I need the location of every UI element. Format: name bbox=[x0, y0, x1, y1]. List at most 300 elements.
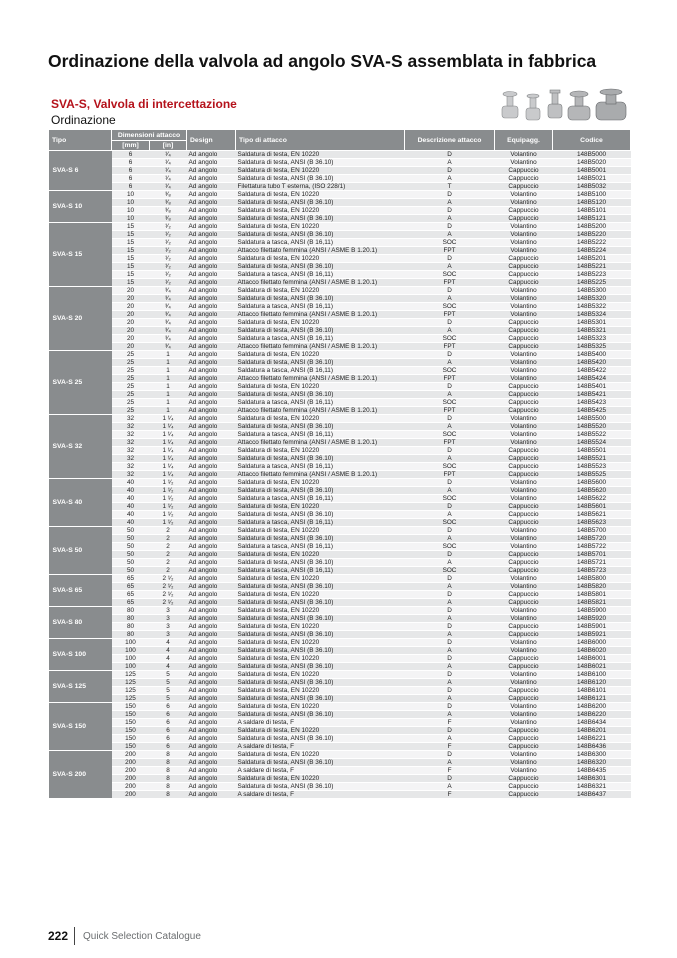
cell-in: ¹⁄₂ bbox=[150, 279, 187, 287]
cell-tipo-attacco: Saldatura di testa, EN 10220 bbox=[236, 287, 405, 295]
cell-design: Ad angolo bbox=[187, 495, 236, 503]
cell-in: 2 bbox=[150, 527, 187, 535]
cell-tipo-attacco: Saldatura di testa, ANSI (B 36.10) bbox=[236, 487, 405, 495]
cell-tipo-attacco: Saldatura di testa, EN 10220 bbox=[236, 687, 405, 695]
cell-descrizione: SOC bbox=[405, 567, 495, 575]
cell-equipaggiamento: Cappuccio bbox=[495, 399, 553, 407]
cell-in: ¹⁄₂ bbox=[150, 263, 187, 271]
cell-codice: 148B5000 bbox=[553, 151, 631, 159]
table-row bbox=[49, 295, 631, 303]
table-row bbox=[49, 431, 631, 439]
table-row bbox=[49, 583, 631, 591]
cell-descrizione: D bbox=[405, 527, 495, 535]
cell-mm: 15 bbox=[112, 247, 150, 255]
page-title: Ordinazione della valvola ad angolo SVA-S assemblata in fabbrica bbox=[48, 51, 597, 71]
table-row bbox=[49, 279, 631, 287]
cell-descrizione: D bbox=[405, 671, 495, 679]
cell-in: ³⁄₄ bbox=[150, 343, 187, 351]
cell-design: Ad angolo bbox=[187, 591, 236, 599]
cell-mm: 80 bbox=[112, 623, 150, 631]
cell-mm: 80 bbox=[112, 631, 150, 639]
cell-codice: 148B5422 bbox=[553, 367, 631, 375]
cell-design: Ad angolo bbox=[187, 239, 236, 247]
cell-codice: 148B5622 bbox=[553, 495, 631, 503]
cell-codice: 148B6120 bbox=[553, 679, 631, 687]
cell-equipaggiamento: Cappuccio bbox=[495, 791, 553, 799]
cell-codice: 148B5521 bbox=[553, 455, 631, 463]
cell-equipaggiamento: Cappuccio bbox=[495, 655, 553, 663]
cell-codice: 148B5621 bbox=[553, 511, 631, 519]
cell-in: ³⁄₈ bbox=[150, 207, 187, 215]
cell-equipaggiamento: Volantino bbox=[495, 711, 553, 719]
table-row bbox=[49, 543, 631, 551]
cell-in: 1 bbox=[150, 367, 187, 375]
cell-descrizione: A bbox=[405, 487, 495, 495]
cell-codice: 148B5323 bbox=[553, 335, 631, 343]
cell-design: Ad angolo bbox=[187, 367, 236, 375]
table-row bbox=[49, 623, 631, 631]
cell-mm: 40 bbox=[112, 519, 150, 527]
table-row bbox=[49, 343, 631, 351]
cell-mm: 15 bbox=[112, 271, 150, 279]
cell-descrizione: F bbox=[405, 743, 495, 751]
cell-descrizione: D bbox=[405, 207, 495, 215]
cell-tipo-attacco: Saldatura di testa, EN 10220 bbox=[236, 503, 405, 511]
cell-mm: 32 bbox=[112, 423, 150, 431]
cell-tipo-attacco: Saldatura di testa, EN 10220 bbox=[236, 415, 405, 423]
ordering-table bbox=[48, 129, 631, 799]
cell-descrizione: A bbox=[405, 199, 495, 207]
cell-mm: 150 bbox=[112, 743, 150, 751]
cell-descrizione: F bbox=[405, 791, 495, 799]
cell-codice: 148B5021 bbox=[553, 175, 631, 183]
cell-tipo-attacco: Saldatura di testa, ANSI (B 36.10) bbox=[236, 359, 405, 367]
cell-in: ¹⁄₂ bbox=[150, 247, 187, 255]
cell-equipaggiamento: Volantino bbox=[495, 303, 553, 311]
cell-descrizione: D bbox=[405, 287, 495, 295]
table-row bbox=[49, 671, 631, 679]
cell-descrizione: D bbox=[405, 447, 495, 455]
cell-codice: 148B6201 bbox=[553, 727, 631, 735]
cell-tipo-attacco: Saldatura di testa, EN 10220 bbox=[236, 703, 405, 711]
cell-design: Ad angolo bbox=[187, 599, 236, 607]
cell-equipaggiamento: Volantino bbox=[495, 479, 553, 487]
cell-equipaggiamento: Cappuccio bbox=[495, 175, 553, 183]
cell-in: 2 bbox=[150, 551, 187, 559]
cell-descrizione: F bbox=[405, 767, 495, 775]
cell-tipo-attacco: Saldatura di testa, ANSI (B 36.10) bbox=[236, 423, 405, 431]
cell-tipo-attacco: Saldatura di testa, ANSI (B 36.10) bbox=[236, 327, 405, 335]
cell-descrizione: D bbox=[405, 503, 495, 511]
cell-design: Ad angolo bbox=[187, 279, 236, 287]
cell-equipaggiamento: Volantino bbox=[495, 359, 553, 367]
cell-tipo-attacco: Saldatura di testa, ANSI (B 36.10) bbox=[236, 759, 405, 767]
cell-tipo-attacco: Saldatura di testa, EN 10220 bbox=[236, 727, 405, 735]
cell-equipaggiamento: Cappuccio bbox=[495, 775, 553, 783]
table-row bbox=[49, 559, 631, 567]
cell-mm: 25 bbox=[112, 383, 150, 391]
cell-descrizione: FPT bbox=[405, 407, 495, 415]
cell-mm: 50 bbox=[112, 527, 150, 535]
cell-in: ³⁄₄ bbox=[150, 335, 187, 343]
cell-in: 6 bbox=[150, 735, 187, 743]
table-row bbox=[49, 375, 631, 383]
cell-in: ³⁄₈ bbox=[150, 215, 187, 223]
cell-codice: 148B6221 bbox=[553, 735, 631, 743]
cell-descrizione: FPT bbox=[405, 311, 495, 319]
cell-tipo-attacco: Saldatura a tasca, ANSI (B 16,11) bbox=[236, 399, 405, 407]
cell-tipo-attacco: Filettatura tubo T esterna, (ISO 228/1) bbox=[236, 183, 405, 191]
cell-tipo-attacco: Saldatura di testa, ANSI (B 36.10) bbox=[236, 455, 405, 463]
cell-equipaggiamento: Volantino bbox=[495, 607, 553, 615]
cell-codice: 148B5421 bbox=[553, 391, 631, 399]
cell-descrizione: A bbox=[405, 455, 495, 463]
cell-codice: 148B5821 bbox=[553, 599, 631, 607]
cell-equipaggiamento: Volantino bbox=[495, 191, 553, 199]
group-name: SVA-S 65 bbox=[49, 575, 112, 607]
cell-tipo-attacco: Saldatura di testa, EN 10220 bbox=[236, 319, 405, 327]
table-row bbox=[49, 751, 631, 759]
cell-equipaggiamento: Volantino bbox=[495, 239, 553, 247]
cell-in: 4 bbox=[150, 639, 187, 647]
cell-in: 6 bbox=[150, 703, 187, 711]
cell-in: ³⁄₄ bbox=[150, 303, 187, 311]
cell-design: Ad angolo bbox=[187, 631, 236, 639]
table-row bbox=[49, 303, 631, 311]
cell-design: Ad angolo bbox=[187, 567, 236, 575]
table-row bbox=[49, 471, 631, 479]
cell-design: Ad angolo bbox=[187, 343, 236, 351]
cell-codice: 148B5722 bbox=[553, 543, 631, 551]
cell-mm: 32 bbox=[112, 415, 150, 423]
cell-in: ³⁄₄ bbox=[150, 319, 187, 327]
cell-codice: 148B5121 bbox=[553, 215, 631, 223]
cell-in: 1 ¹⁄₂ bbox=[150, 479, 187, 487]
cell-codice: 148B5623 bbox=[553, 519, 631, 527]
cell-descrizione: FPT bbox=[405, 343, 495, 351]
cell-tipo-attacco: Saldatura di testa, ANSI (B 36.10) bbox=[236, 663, 405, 671]
cell-in: ¹⁄₂ bbox=[150, 271, 187, 279]
cell-equipaggiamento: Volantino bbox=[495, 439, 553, 447]
cell-mm: 6 bbox=[112, 159, 150, 167]
cell-equipaggiamento: Volantino bbox=[495, 351, 553, 359]
cell-codice: 148B5820 bbox=[553, 583, 631, 591]
cell-tipo-attacco: Saldatura di testa, ANSI (B 36.10) bbox=[236, 647, 405, 655]
cell-codice: 148B5225 bbox=[553, 279, 631, 287]
cell-descrizione: A bbox=[405, 511, 495, 519]
cell-descrizione: D bbox=[405, 623, 495, 631]
cell-mm: 40 bbox=[112, 495, 150, 503]
valve-icon bbox=[548, 90, 562, 118]
cell-descrizione: A bbox=[405, 647, 495, 655]
cell-tipo-attacco: Saldatura di testa, ANSI (B 36.10) bbox=[236, 199, 405, 207]
cell-mm: 32 bbox=[112, 463, 150, 471]
table-row bbox=[49, 503, 631, 511]
cell-in: ¹⁄₄ bbox=[150, 183, 187, 191]
cell-equipaggiamento: Cappuccio bbox=[495, 567, 553, 575]
cell-in: 6 bbox=[150, 719, 187, 727]
cell-design: Ad angolo bbox=[187, 151, 236, 159]
cell-equipaggiamento: Cappuccio bbox=[495, 519, 553, 527]
cell-design: Ad angolo bbox=[187, 719, 236, 727]
cell-descrizione: A bbox=[405, 663, 495, 671]
cell-in: ¹⁄₂ bbox=[150, 223, 187, 231]
cell-descrizione: D bbox=[405, 479, 495, 487]
cell-mm: 100 bbox=[112, 647, 150, 655]
cell-equipaggiamento: Cappuccio bbox=[495, 335, 553, 343]
cell-mm: 15 bbox=[112, 239, 150, 247]
cell-design: Ad angolo bbox=[187, 703, 236, 711]
cell-tipo-attacco: Attacco filettato femmina (ANSI / ASME B 1.20.1) bbox=[236, 439, 405, 447]
table-row bbox=[49, 199, 631, 207]
cell-descrizione: SOC bbox=[405, 367, 495, 375]
cell-descrizione: D bbox=[405, 727, 495, 735]
cell-design: Ad angolo bbox=[187, 671, 236, 679]
cell-descrizione: D bbox=[405, 703, 495, 711]
cell-equipaggiamento: Cappuccio bbox=[495, 511, 553, 519]
cell-design: Ad angolo bbox=[187, 583, 236, 591]
cell-tipo-attacco: Saldatura di testa, ANSI (B 36.10) bbox=[236, 263, 405, 271]
cell-equipaggiamento: Volantino bbox=[495, 159, 553, 167]
cell-codice: 148B5120 bbox=[553, 199, 631, 207]
cell-mm: 65 bbox=[112, 575, 150, 583]
cell-equipaggiamento: Volantino bbox=[495, 615, 553, 623]
cell-descrizione: SOC bbox=[405, 399, 495, 407]
cell-descrizione: D bbox=[405, 575, 495, 583]
table-row bbox=[49, 447, 631, 455]
cell-descrizione: SOC bbox=[405, 543, 495, 551]
cell-mm: 125 bbox=[112, 679, 150, 687]
cell-design: Ad angolo bbox=[187, 791, 236, 799]
cell-codice: 148B5901 bbox=[553, 623, 631, 631]
table-row bbox=[49, 455, 631, 463]
cell-descrizione: SOC bbox=[405, 519, 495, 527]
cell-in: 2 bbox=[150, 567, 187, 575]
footer bbox=[48, 926, 201, 946]
cell-in: ¹⁄₂ bbox=[150, 255, 187, 263]
cell-descrizione: A bbox=[405, 631, 495, 639]
cell-equipaggiamento: Volantino bbox=[495, 639, 553, 647]
table-row bbox=[49, 599, 631, 607]
cell-codice: 148B5720 bbox=[553, 535, 631, 543]
cell-descrizione: A bbox=[405, 759, 495, 767]
cell-in: ³⁄₄ bbox=[150, 327, 187, 335]
cell-design: Ad angolo bbox=[187, 319, 236, 327]
group-name: SVA-S 6 bbox=[49, 151, 112, 191]
cell-mm: 20 bbox=[112, 287, 150, 295]
cell-codice: 148B6435 bbox=[553, 767, 631, 775]
cell-equipaggiamento: Cappuccio bbox=[495, 279, 553, 287]
cell-tipo-attacco: Saldatura di testa, ANSI (B 36.10) bbox=[236, 711, 405, 719]
cell-design: Ad angolo bbox=[187, 511, 236, 519]
cell-in: 2 bbox=[150, 559, 187, 567]
cell-in: ³⁄₄ bbox=[150, 295, 187, 303]
cell-design: Ad angolo bbox=[187, 191, 236, 199]
valve-icon bbox=[502, 92, 518, 119]
table-row bbox=[49, 567, 631, 575]
cell-tipo-attacco: Saldatura a tasca, ANSI (B 16,11) bbox=[236, 519, 405, 527]
cell-mm: 15 bbox=[112, 263, 150, 271]
cell-mm: 25 bbox=[112, 399, 150, 407]
cell-in: 5 bbox=[150, 671, 187, 679]
cell-mm: 20 bbox=[112, 295, 150, 303]
cell-design: Ad angolo bbox=[187, 351, 236, 359]
cell-descrizione: D bbox=[405, 223, 495, 231]
cell-descrizione: A bbox=[405, 783, 495, 791]
cell-mm: 32 bbox=[112, 447, 150, 455]
cell-descrizione: A bbox=[405, 735, 495, 743]
cell-tipo-attacco: Saldatura a tasca, ANSI (B 16,11) bbox=[236, 431, 405, 439]
cell-in: 1 bbox=[150, 375, 187, 383]
cell-equipaggiamento: Cappuccio bbox=[495, 383, 553, 391]
cell-codice: 148B6300 bbox=[553, 751, 631, 759]
cell-descrizione: D bbox=[405, 551, 495, 559]
cell-codice: 148B6121 bbox=[553, 695, 631, 703]
cell-in: 1 ¹⁄₂ bbox=[150, 503, 187, 511]
table-row bbox=[49, 191, 631, 199]
catalogue-name: Quick Selection Catalogue bbox=[83, 930, 201, 942]
cell-tipo-attacco: Saldatura di testa, ANSI (B 36.10) bbox=[236, 159, 405, 167]
table-row bbox=[49, 263, 631, 271]
cell-in: 8 bbox=[150, 759, 187, 767]
cell-in: ³⁄₄ bbox=[150, 311, 187, 319]
cell-equipaggiamento: Cappuccio bbox=[495, 447, 553, 455]
table-row bbox=[49, 287, 631, 295]
cell-design: Ad angolo bbox=[187, 175, 236, 183]
group-name: SVA-S 200 bbox=[49, 751, 112, 799]
cell-tipo-attacco: Saldatura di testa, ANSI (B 36.10) bbox=[236, 599, 405, 607]
cell-tipo-attacco: Saldatura di testa, EN 10220 bbox=[236, 775, 405, 783]
cell-codice: 148B6434 bbox=[553, 719, 631, 727]
cell-descrizione: A bbox=[405, 559, 495, 567]
cell-in: 8 bbox=[150, 775, 187, 783]
cell-tipo-attacco: Attacco filettato femmina (ANSI / ASME B 1.20.1) bbox=[236, 375, 405, 383]
table-row bbox=[49, 527, 631, 535]
cell-equipaggiamento: Volantino bbox=[495, 223, 553, 231]
cell-descrizione: FPT bbox=[405, 279, 495, 287]
cell-in: 2 bbox=[150, 535, 187, 543]
cell-mm: 6 bbox=[112, 151, 150, 159]
cell-equipaggiamento: Volantino bbox=[495, 151, 553, 159]
cell-design: Ad angolo bbox=[187, 463, 236, 471]
cell-design: Ad angolo bbox=[187, 487, 236, 495]
cell-mm: 25 bbox=[112, 367, 150, 375]
cell-descrizione: SOC bbox=[405, 303, 495, 311]
cell-mm: 150 bbox=[112, 711, 150, 719]
cell-in: 8 bbox=[150, 783, 187, 791]
cell-tipo-attacco: Saldatura a tasca, ANSI (B 16,11) bbox=[236, 495, 405, 503]
cell-design: Ad angolo bbox=[187, 231, 236, 239]
cell-design: Ad angolo bbox=[187, 247, 236, 255]
cell-equipaggiamento: Volantino bbox=[495, 199, 553, 207]
cell-codice: 148B5723 bbox=[553, 567, 631, 575]
table-row bbox=[49, 183, 631, 191]
cell-tipo-attacco: Saldatura a tasca, ANSI (B 16,11) bbox=[236, 567, 405, 575]
cell-in: 2 bbox=[150, 543, 187, 551]
cell-equipaggiamento: Cappuccio bbox=[495, 623, 553, 631]
cell-descrizione: SOC bbox=[405, 335, 495, 343]
cell-descrizione: D bbox=[405, 639, 495, 647]
cell-equipaggiamento: Cappuccio bbox=[495, 727, 553, 735]
cell-equipaggiamento: Cappuccio bbox=[495, 183, 553, 191]
cell-equipaggiamento: Volantino bbox=[495, 311, 553, 319]
cell-codice: 148B5320 bbox=[553, 295, 631, 303]
cell-equipaggiamento: Cappuccio bbox=[495, 663, 553, 671]
table-row bbox=[49, 679, 631, 687]
cell-design: Ad angolo bbox=[187, 327, 236, 335]
cell-equipaggiamento: Volantino bbox=[495, 535, 553, 543]
cell-design: Ad angolo bbox=[187, 711, 236, 719]
cell-mm: 65 bbox=[112, 583, 150, 591]
cell-mm: 50 bbox=[112, 543, 150, 551]
cell-tipo-attacco: Attacco filettato femmina (ANSI / ASME B 1.20.1) bbox=[236, 471, 405, 479]
cell-mm: 15 bbox=[112, 231, 150, 239]
col-header-equipaggiamento: Equipagg. bbox=[495, 130, 553, 151]
cell-mm: 65 bbox=[112, 599, 150, 607]
cell-in: 1 bbox=[150, 407, 187, 415]
cell-design: Ad angolo bbox=[187, 391, 236, 399]
cell-descrizione: A bbox=[405, 391, 495, 399]
table-row bbox=[49, 351, 631, 359]
table-row bbox=[49, 407, 631, 415]
cell-in: 4 bbox=[150, 647, 187, 655]
cell-descrizione: D bbox=[405, 167, 495, 175]
cell-equipaggiamento: Volantino bbox=[495, 575, 553, 583]
cell-codice: 148B5523 bbox=[553, 463, 631, 471]
cell-codice: 148B5020 bbox=[553, 159, 631, 167]
cell-equipaggiamento: Cappuccio bbox=[495, 167, 553, 175]
cell-design: Ad angolo bbox=[187, 415, 236, 423]
cell-equipaggiamento: Cappuccio bbox=[495, 631, 553, 639]
cell-descrizione: F bbox=[405, 719, 495, 727]
cell-tipo-attacco: Saldatura di testa, ANSI (B 36.10) bbox=[236, 695, 405, 703]
cell-in: 3 bbox=[150, 615, 187, 623]
cell-codice: 148B6100 bbox=[553, 671, 631, 679]
cell-codice: 148B5101 bbox=[553, 207, 631, 215]
group-name: SVA-S 100 bbox=[49, 639, 112, 671]
cell-codice: 148B5322 bbox=[553, 303, 631, 311]
cell-tipo-attacco: Attacco filettato femmina (ANSI / ASME B 1.20.1) bbox=[236, 311, 405, 319]
cell-design: Ad angolo bbox=[187, 639, 236, 647]
table-row bbox=[49, 207, 631, 215]
col-header-mm: [mm] bbox=[112, 141, 150, 151]
cell-codice: 148B5721 bbox=[553, 559, 631, 567]
table-row bbox=[49, 391, 631, 399]
cell-codice: 148B5424 bbox=[553, 375, 631, 383]
table-row bbox=[49, 511, 631, 519]
cell-in: ³⁄₈ bbox=[150, 199, 187, 207]
cell-mm: 65 bbox=[112, 591, 150, 599]
cell-descrizione: D bbox=[405, 319, 495, 327]
cell-tipo-attacco: Saldatura di testa, EN 10220 bbox=[236, 575, 405, 583]
cell-design: Ad angolo bbox=[187, 647, 236, 655]
cell-design: Ad angolo bbox=[187, 167, 236, 175]
cell-mm: 6 bbox=[112, 183, 150, 191]
cell-tipo-attacco: Saldatura a tasca, ANSI (B 16,11) bbox=[236, 271, 405, 279]
table-row bbox=[49, 463, 631, 471]
cell-mm: 40 bbox=[112, 487, 150, 495]
table-row bbox=[49, 479, 631, 487]
cell-codice: 148B6001 bbox=[553, 655, 631, 663]
cell-mm: 100 bbox=[112, 639, 150, 647]
cell-codice: 148B5501 bbox=[553, 447, 631, 455]
cell-mm: 200 bbox=[112, 783, 150, 791]
col-header-codice: Codice bbox=[553, 130, 631, 151]
cell-mm: 15 bbox=[112, 255, 150, 263]
table-row bbox=[49, 231, 631, 239]
cell-codice: 148B5222 bbox=[553, 239, 631, 247]
cell-mm: 80 bbox=[112, 615, 150, 623]
